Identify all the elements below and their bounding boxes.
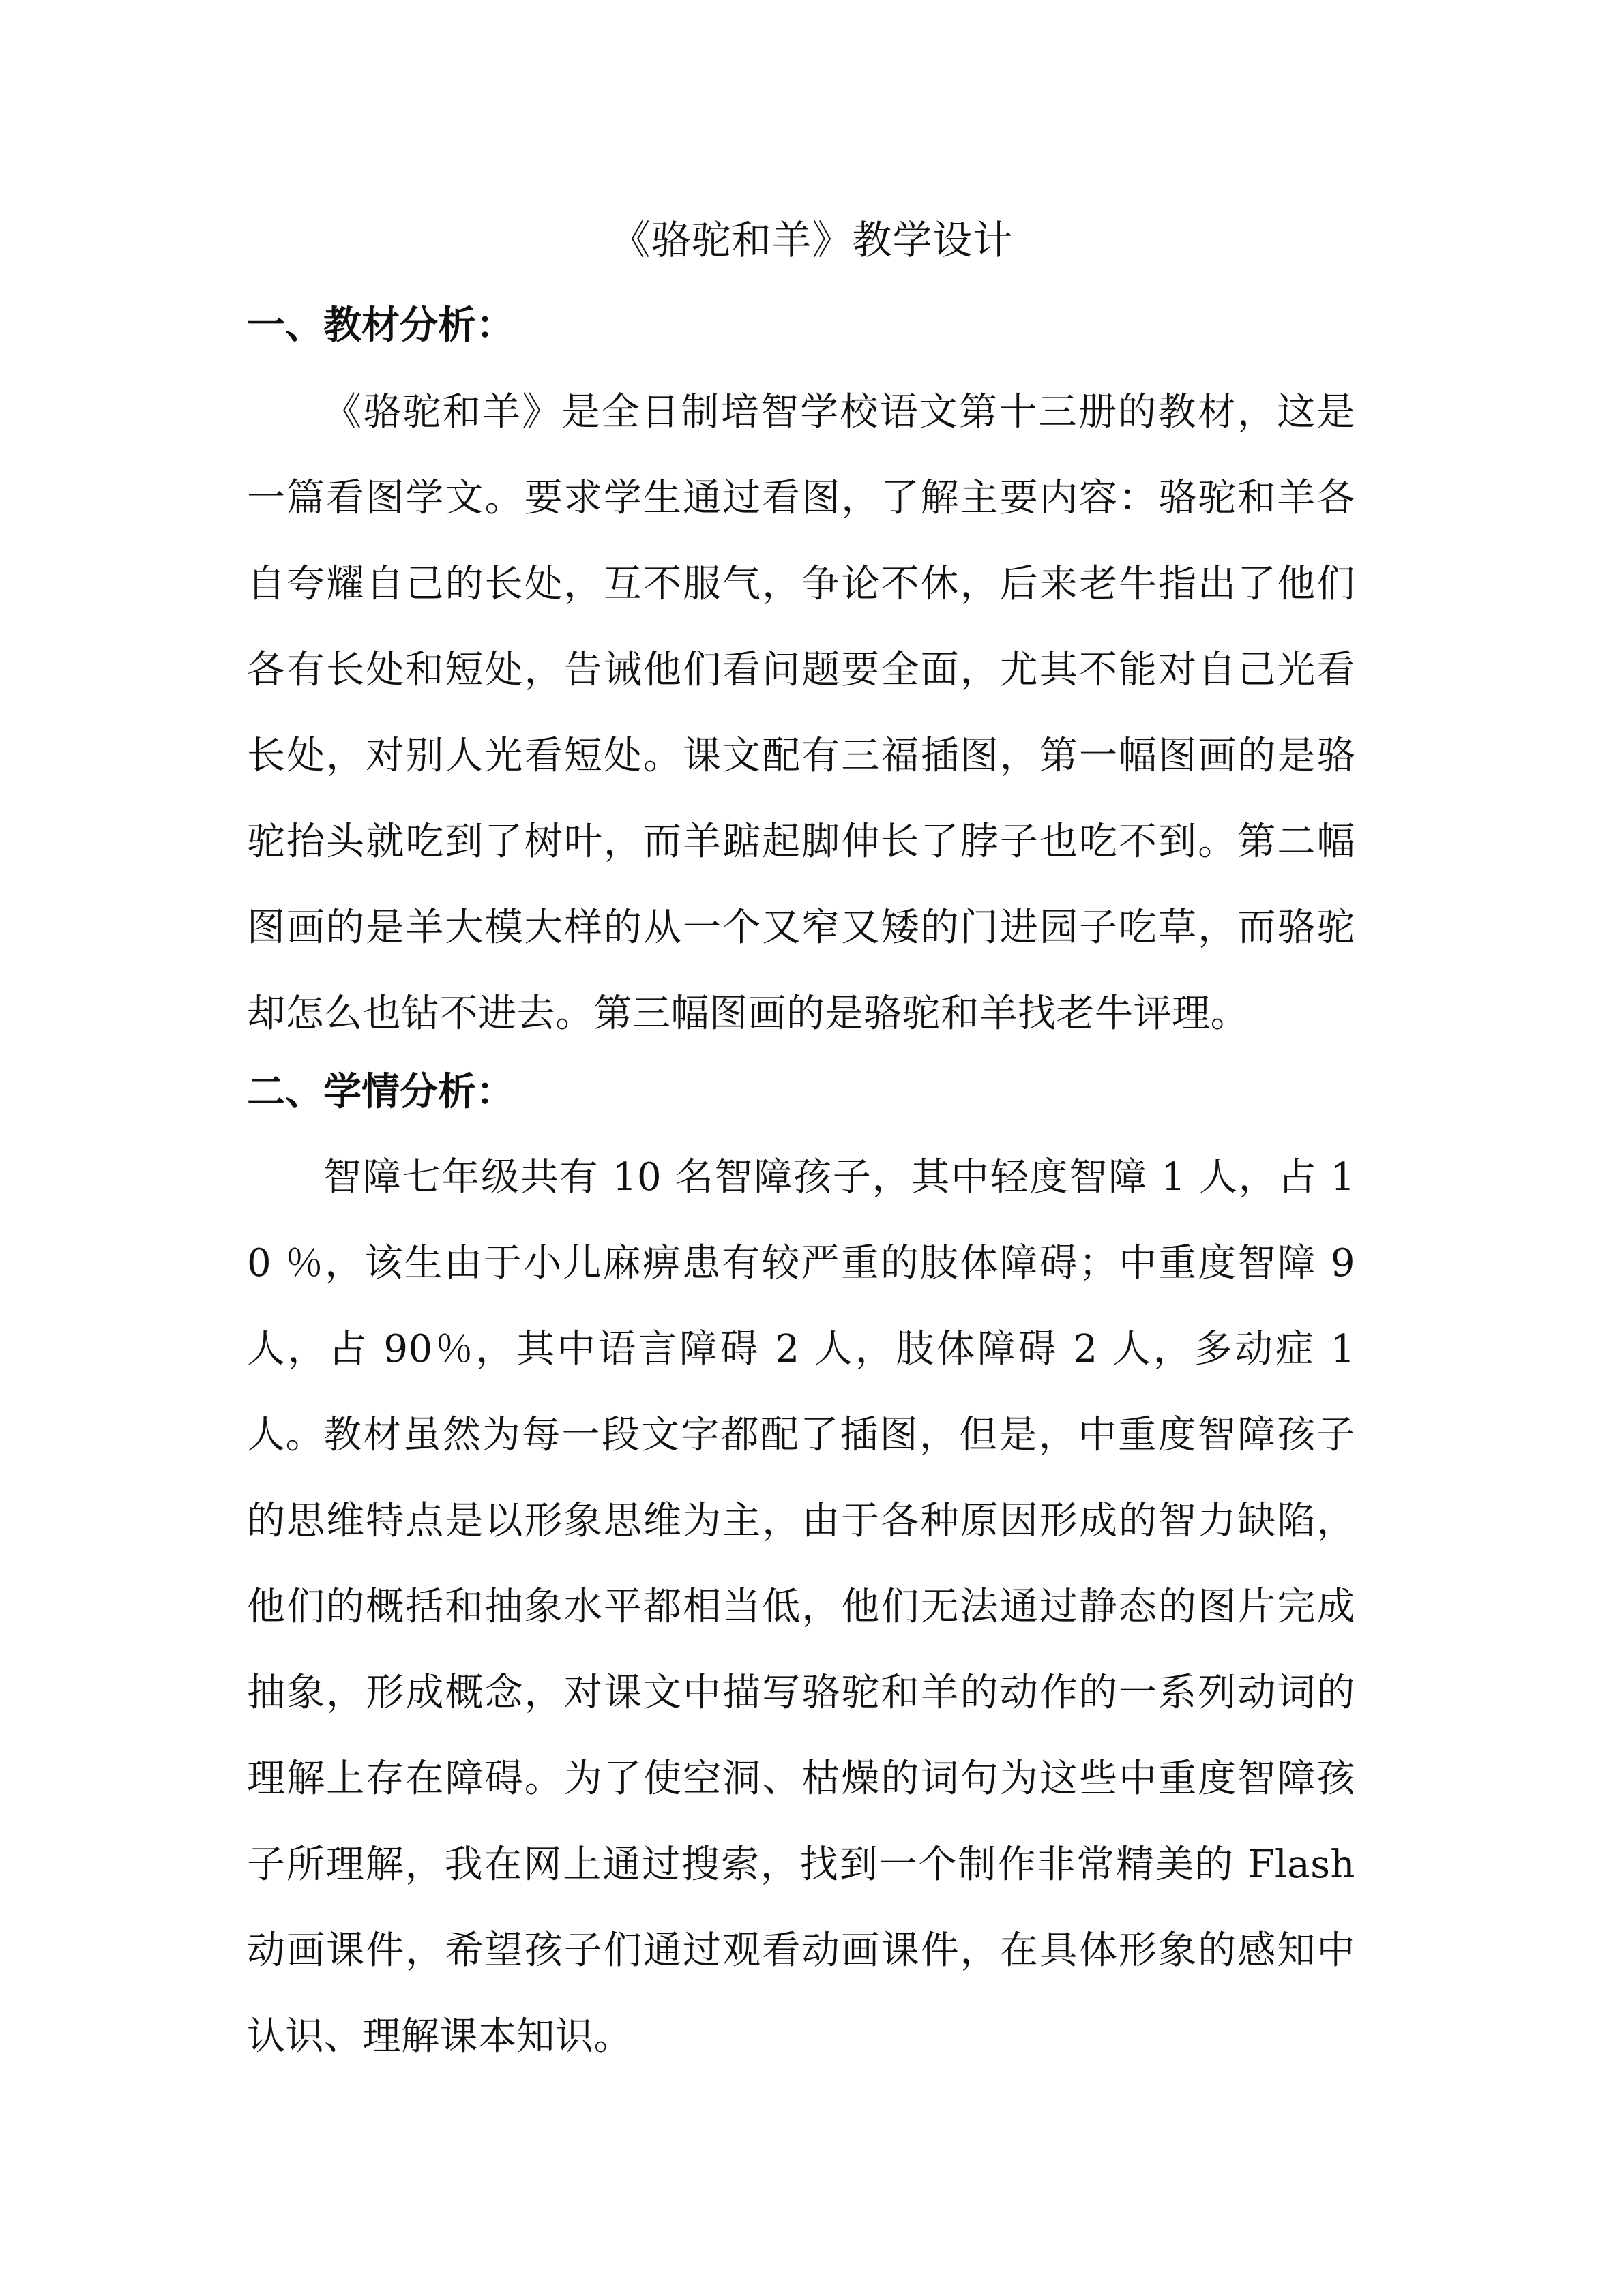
section-heading-student-analysis: 二、学情分析： [247, 1070, 514, 1114]
paragraph-textbook-analysis: 《骆驼和羊》是全日制培智学校语文第十三册的教材，这是一篇看图学文。要求学生通过看图，了解主要内容：骆驼和羊各自夸耀自己的长处，互不服气，争论不休，后来老牛指出了他们各有长处和短处，告诫他们看问题要全面，尤其不能对自己光看长处，对别人光看短处。课文配有三福插图，第一幅图画的是骆驼抬头就吃到了树叶，而羊踮起脚伸长了脖子也吃不到。第二幅图画的是羊大模大样的从一个又窄又矮的门进园子吃草，而骆驼却怎么也钻不进去。第三幅图画的是骆驼和羊找老牛评理。 [247, 390, 1355, 1036]
paragraph-student-situation: 智障七年级共有 10 名智障孩子，其中轻度智障 1 人，占 10 ％，该生由于小儿麻痹患有较严重的肢体障碍；中重度智障 9 人，占 90％，其中语言障碍 2 人，肢体障碍 2 人，多动症 1 人。 [247, 1155, 1355, 1457]
section-heading-textbook-analysis: 一、教材分析： [247, 303, 514, 348]
paragraph-teaching-approach: 教材虽然为每一段文字都配了插图，但是，中重度智障孩子的思维特点是以形象思维为主，由于各种原因形成的智力缺陷，他们的概括和抽象水平都相当低，他们无法通过静态的图片完成抽象，形成概念，对课文中描写骆驼和羊的动作的一系列动词的理解上存在障碍。为了使空洞、枯燥的词句为这些中重度智障孩子所理解，我在网上通过搜索，找到一个制作非常精美的 Flash 动画课件，希望孩子们通过观看动画课件，在具体形象的感知中认识、理解课本知识。 [247, 1413, 1355, 2059]
document-title: 《骆驼和羊》教学设计 [610, 217, 1014, 263]
